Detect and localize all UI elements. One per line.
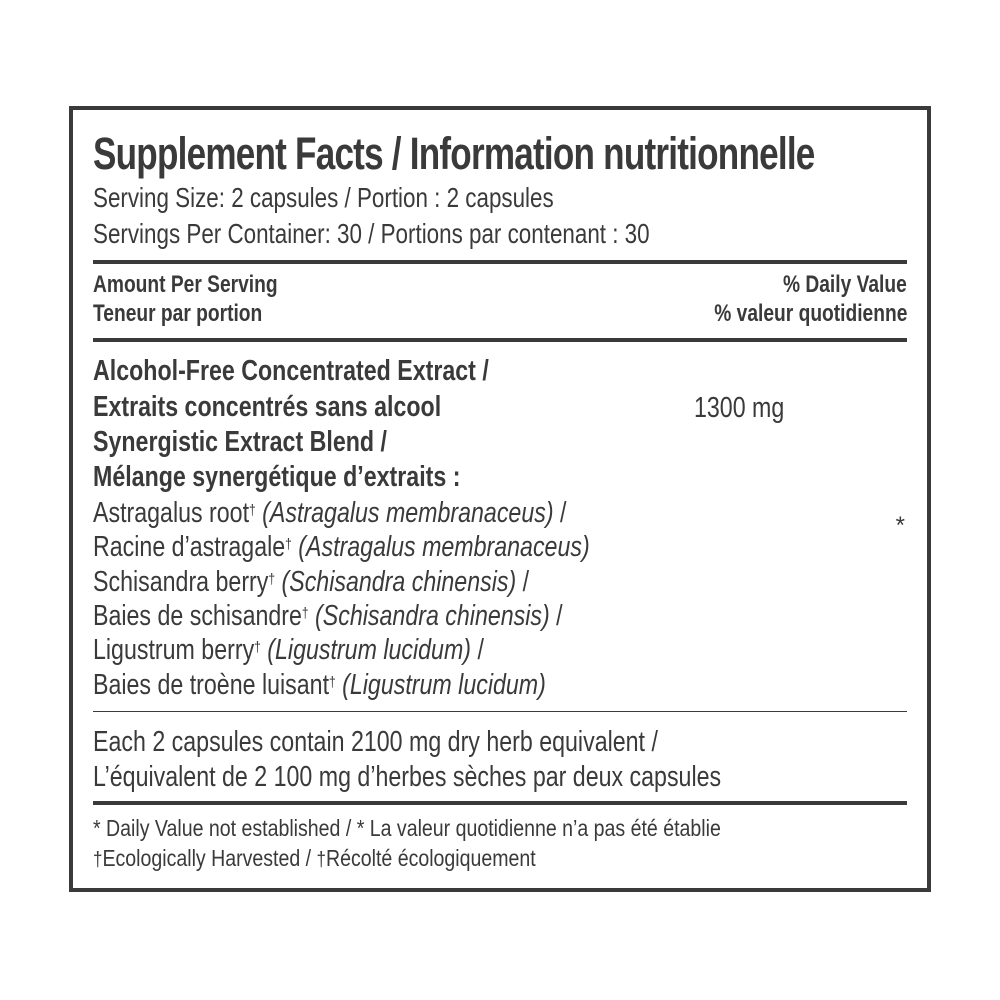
servings-per-container: Servings Per Container: 30 / Portions par contenant : 30 [93, 218, 650, 249]
dagger-mark: † [249, 502, 256, 519]
footnote-harvested-fr: Récolté écologiquement [325, 845, 536, 871]
footnote-harvested-en: Ecologically Harvested / [102, 845, 317, 871]
dagger-mark: † [93, 849, 103, 871]
valeur-quotidienne-label: % valeur quotidienne [713, 300, 907, 327]
ingredient-row [93, 565, 529, 599]
thick-divider [93, 260, 907, 264]
daily-value-asterisk: * [895, 512, 905, 539]
herb-equivalent-en: Each 2 capsules contain 2100 mg dry herb equivalent / [93, 726, 658, 758]
separator: / [549, 600, 563, 632]
dagger-mark: † [301, 605, 309, 622]
ingredient-row [93, 668, 546, 702]
ingredient-row [93, 530, 590, 564]
ingredient-latin-name: (Schisandra chinensis) [315, 600, 550, 632]
footnote-harvested [93, 845, 536, 872]
extract-amount: 1300 mg [694, 392, 785, 424]
herb-equivalent-fr: L’équivalent de 2 100 mg d’herbes sèches par deux capsules [93, 761, 722, 793]
ingredient-latin-name: (Astragalus membranaceus) [298, 531, 590, 563]
dagger-mark: † [254, 639, 261, 656]
blend-title-en: Synergistic Extract Blend / [93, 426, 387, 458]
ingredient-latin-name: (Astragalus membranaceus) [262, 497, 554, 529]
ingredient-row [93, 599, 563, 633]
dagger-mark: † [316, 849, 326, 871]
dagger-mark: † [285, 536, 292, 553]
ingredient-latin-name: (Schisandra chinensis) [281, 566, 517, 598]
thick-divider [93, 801, 907, 805]
ingredient-latin-name: (Ligustrum lucidum) [342, 669, 546, 701]
teneur-par-portion-label: Teneur par portion [93, 300, 263, 327]
panel-title: Supplement Facts / Information nutritionnelle [93, 128, 815, 179]
ingredient-row [93, 496, 566, 530]
footnote-daily-value: * Daily Value not established / * La valeur quotidienne n’a pas été établie [93, 815, 721, 841]
ingredient-common-name: Baies de schisandre [93, 600, 302, 632]
blend-title-fr: Mélange synergétique d’extraits : [93, 461, 461, 493]
thick-divider [93, 338, 907, 342]
daily-value-label: % Daily Value [783, 271, 907, 298]
extract-title-fr: Extraits concentrés sans alcool [93, 391, 442, 423]
extract-title-en: Alcohol-Free Concentrated Extract / [93, 355, 489, 387]
ingredient-row [93, 633, 484, 667]
dagger-mark: † [329, 674, 336, 691]
ingredient-common-name: Schisandra berry [93, 566, 269, 598]
ingredient-common-name: Baies de troène luisant [93, 669, 330, 701]
separator: / [471, 634, 484, 666]
amount-per-serving-label: Amount Per Serving [93, 271, 278, 298]
ingredient-common-name: Astragalus root [93, 497, 250, 529]
separator: / [516, 566, 530, 598]
thin-divider [93, 711, 907, 712]
supplement-facts-panel [69, 106, 931, 892]
separator: / [553, 497, 567, 529]
ingredient-latin-name: (Ligustrum lucidum) [267, 634, 472, 666]
ingredient-common-name: Racine d’astragale [93, 531, 286, 563]
dagger-mark: † [268, 571, 276, 588]
ingredient-common-name: Ligustrum berry [93, 634, 255, 666]
serving-size: Serving Size: 2 capsules / Portion : 2 capsules [93, 182, 554, 213]
